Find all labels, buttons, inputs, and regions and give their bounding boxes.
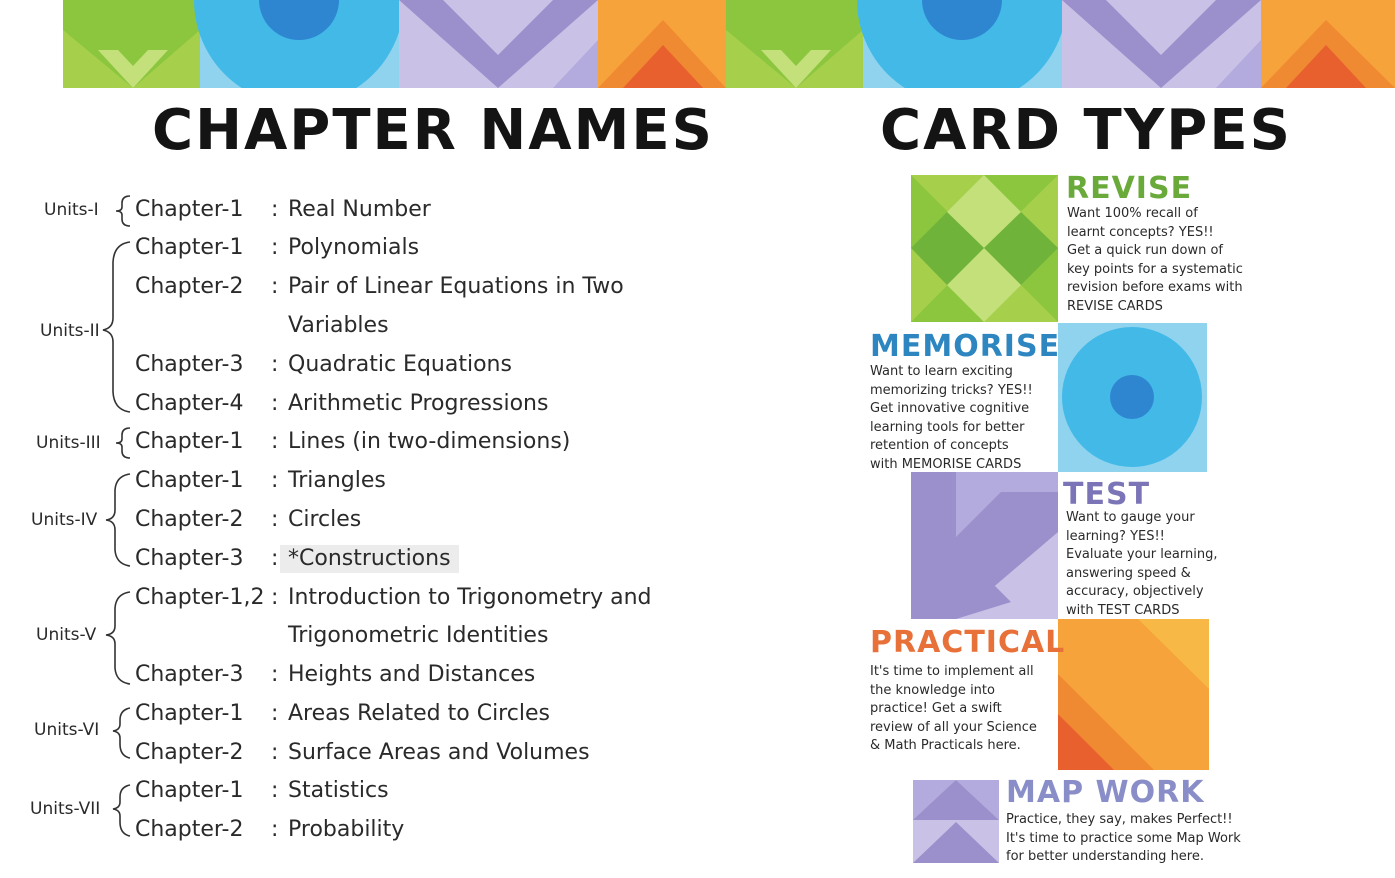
memorise-card-title: MEMORISE bbox=[870, 329, 1061, 364]
chapter-number: Chapter-1 bbox=[135, 778, 244, 803]
description-line: Get a quick run down of bbox=[1067, 243, 1224, 258]
revise-card-icon bbox=[911, 175, 1058, 322]
description-line: It's time to implement all bbox=[870, 664, 1034, 679]
description-line: Want to gauge your bbox=[1066, 510, 1195, 525]
chapter-number: Chapter-1 bbox=[135, 429, 244, 454]
chapter-number: Chapter-1 bbox=[135, 701, 244, 726]
practical-card-title: PRACTICAL bbox=[870, 625, 1066, 660]
chapter-name: Arithmetic Progressions bbox=[288, 391, 549, 416]
description-line: Get innovative cognitive bbox=[870, 401, 1030, 416]
separator: : bbox=[271, 235, 279, 260]
separator: : bbox=[271, 274, 279, 299]
chapter-number: Chapter-2 bbox=[135, 740, 244, 765]
description-line: for better understanding here. bbox=[1006, 849, 1204, 864]
separator: : bbox=[271, 197, 279, 222]
revise-card-description bbox=[1067, 205, 1267, 316]
separator: : bbox=[271, 817, 279, 842]
description-line: practice! Get a swift bbox=[870, 701, 1002, 716]
description-line: with TEST CARDS bbox=[1066, 602, 1180, 618]
map-work-card-description bbox=[1006, 811, 1266, 867]
memorise-card-icon bbox=[1058, 323, 1207, 472]
test-card-description bbox=[1066, 509, 1246, 620]
unit-label: Units-IV bbox=[31, 510, 98, 530]
test-card-title: TEST bbox=[1063, 477, 1151, 512]
chapter-number: Chapter-3 bbox=[135, 352, 244, 377]
description-line: key points for a systematic bbox=[1067, 261, 1243, 277]
separator: : bbox=[271, 507, 279, 532]
separator: : bbox=[271, 662, 279, 687]
chapter-name: Areas Related to Circles bbox=[288, 701, 550, 726]
brace-units-5 bbox=[106, 592, 130, 684]
separator: : bbox=[271, 740, 279, 765]
chapter-number: Chapter-1 bbox=[135, 197, 244, 222]
description-line: the knowledge into bbox=[870, 682, 995, 698]
chapter-names-title: CHAPTER NAMES bbox=[152, 98, 714, 163]
description-line: Want to learn exciting bbox=[870, 364, 1013, 379]
chapter-name: Heights and Distances bbox=[288, 662, 536, 687]
chapter-name: Real Number bbox=[288, 197, 431, 222]
separator: : bbox=[271, 429, 279, 454]
description-line: answering speed & bbox=[1066, 565, 1191, 581]
chapter-number: Chapter-2 bbox=[135, 817, 244, 842]
separator: : bbox=[271, 701, 279, 726]
description-line: Practice, they say, makes Perfect!! bbox=[1006, 812, 1233, 827]
unit-label: Units-I bbox=[44, 200, 99, 220]
chapter-number: Chapter-1 bbox=[135, 235, 244, 260]
revise-card-title: REVISE bbox=[1066, 171, 1193, 206]
map-work-card-icon bbox=[913, 780, 999, 863]
chapter-name-highlighted: *Constructions bbox=[280, 545, 459, 573]
description-line: learning? YES!! bbox=[1066, 528, 1165, 544]
description-line: memorizing tricks? YES!! bbox=[870, 382, 1033, 398]
chapter-name: Trigonometric Identities bbox=[288, 623, 549, 648]
brace-units-3 bbox=[116, 428, 130, 458]
brace-units-4 bbox=[106, 474, 130, 566]
unit-label: Units-V bbox=[36, 625, 97, 645]
separator: : bbox=[271, 778, 279, 803]
map-work-card-title: MAP WORK bbox=[1006, 775, 1205, 810]
chapter-number: Chapter-1,2 bbox=[135, 585, 265, 610]
description-line: learnt concepts? YES!! bbox=[1067, 224, 1214, 240]
description-line: learning tools for better bbox=[870, 419, 1025, 435]
separator: : bbox=[271, 352, 279, 377]
description-line: review of all your Science bbox=[870, 719, 1037, 735]
description-line: REVISE CARDS bbox=[1067, 298, 1163, 314]
decorative-banner bbox=[63, 0, 1395, 88]
brace-units-6 bbox=[113, 708, 130, 758]
banner-segment-1 bbox=[63, 0, 726, 88]
brace-units-2 bbox=[103, 242, 130, 412]
description-line: It's time to practice some Map Work bbox=[1006, 830, 1241, 846]
description-line: revision before exams with bbox=[1067, 280, 1243, 295]
description-line: Evaluate your learning, bbox=[1066, 547, 1218, 562]
practical-card-description bbox=[870, 663, 1060, 756]
description-line: & Math Practicals here. bbox=[870, 738, 1021, 753]
practical-card-icon bbox=[1058, 619, 1209, 770]
unit-label: Units-III bbox=[36, 433, 101, 453]
chapter-name: Pair of Linear Equations in Two bbox=[288, 274, 624, 299]
chapter-name: Surface Areas and Volumes bbox=[288, 740, 590, 765]
description-line: Want 100% recall of bbox=[1067, 206, 1198, 221]
brace-units-1 bbox=[116, 196, 130, 226]
chapter-name: Probability bbox=[288, 817, 405, 842]
chapter-name: Quadratic Equations bbox=[288, 352, 512, 377]
card-types-title: CARD TYPES bbox=[880, 98, 1292, 163]
unit-label: Units-VII bbox=[30, 799, 101, 819]
chapter-number: Chapter-2 bbox=[135, 274, 244, 299]
chapter-name: Polynomials bbox=[288, 235, 420, 260]
separator: : bbox=[271, 468, 279, 493]
chapter-name: Statistics bbox=[288, 778, 389, 803]
separator: : bbox=[271, 391, 279, 416]
chapter-name: Lines (in two-dimensions) bbox=[288, 429, 571, 454]
chapter-name: Variables bbox=[288, 313, 389, 338]
separator: : bbox=[271, 585, 279, 610]
description-line: accuracy, objectively bbox=[1066, 584, 1204, 599]
description-line: with MEMORISE CARDS bbox=[870, 456, 1022, 472]
brace-units-7 bbox=[113, 785, 130, 836]
chapter-number: Chapter-3 bbox=[135, 662, 244, 687]
separator: : bbox=[271, 546, 279, 571]
description-line: retention of concepts bbox=[870, 438, 1009, 453]
chapter-name: Introduction to Trigonometry and bbox=[288, 585, 652, 610]
chapter-name: Circles bbox=[288, 507, 362, 532]
chapter-number: Chapter-2 bbox=[135, 507, 244, 532]
chapter-number: Chapter-3 bbox=[135, 546, 244, 571]
memorise-card-description bbox=[870, 363, 1036, 474]
chapter-number: Chapter-4 bbox=[135, 391, 244, 416]
chapter-name: Triangles bbox=[288, 468, 386, 493]
unit-label: Units-II bbox=[40, 321, 100, 341]
chapter-number: Chapter-1 bbox=[135, 468, 244, 493]
unit-label: Units-VI bbox=[34, 720, 100, 740]
banner-segment-2 bbox=[726, 0, 1395, 88]
test-card-icon bbox=[911, 472, 1058, 619]
